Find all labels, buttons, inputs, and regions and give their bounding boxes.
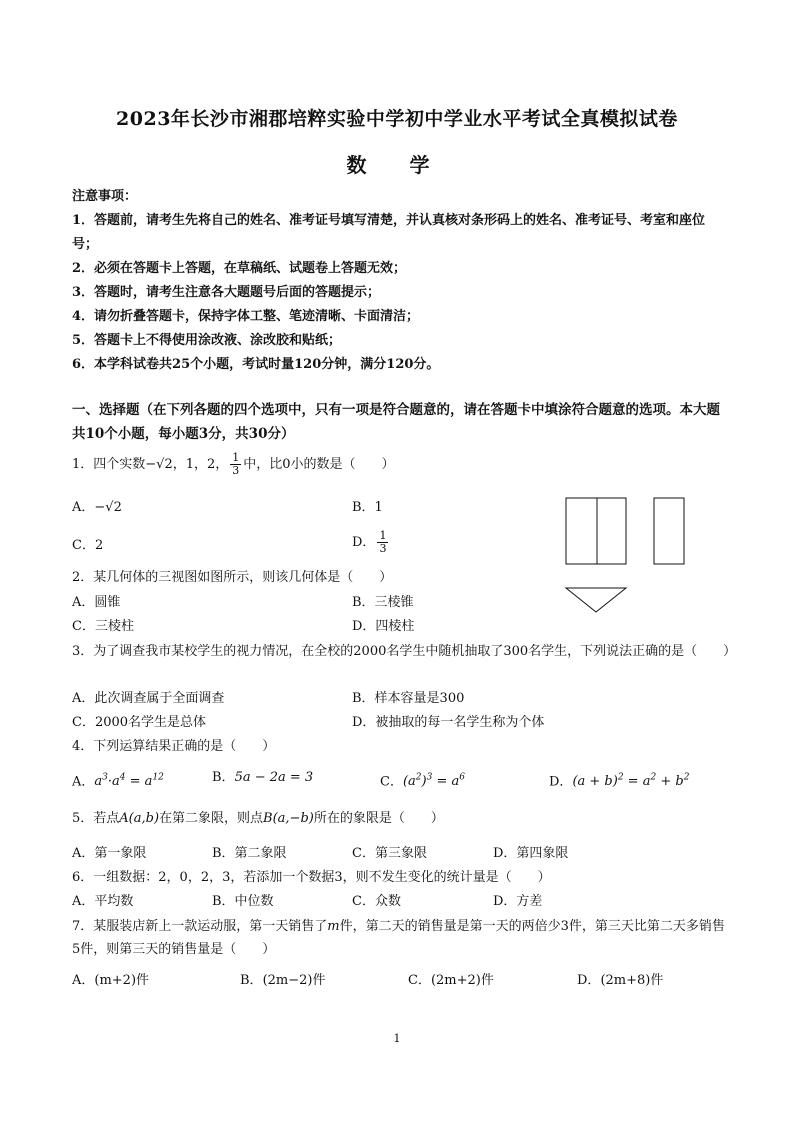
q1-stem-a: 1．四个实数 — [72, 457, 146, 472]
q1-opt-a-label: A． — [72, 500, 95, 515]
three-view-figure — [560, 495, 700, 620]
question-3: 3．为了调查我市某校学生的视力情况，在全校的2000名学生中随机抽取了300名学生，下列说法正确的是（ ） — [72, 644, 737, 659]
note-item: 1．答题前，请考生先将自己的姓名、准考证号填写清楚，并认真核对条形码上的姓名、准考证号、考室和座位号； — [72, 213, 706, 252]
notes-heading: 注意事项： — [72, 189, 138, 204]
note-item: 4．请勿折叠答题卡，保持字体工整、笔迹清晰、卡面清洁； — [72, 309, 420, 324]
q4-opt-a-expr: $a^3\cdot a^4 = a^{12}$ — [94, 773, 164, 790]
q5-option-d[interactable]: D．第四象限 — [493, 846, 569, 861]
q1-option-c[interactable]: C．2 — [72, 538, 104, 553]
q6-option-d[interactable]: D．方差 — [493, 894, 543, 909]
subject-title: 数 学 — [346, 153, 448, 177]
q7-opt-a-expr: (m+2)件 — [94, 973, 150, 988]
note-item: 3．答题时，请考生注意各大题题号后面的答题提示； — [72, 285, 381, 300]
q1-option-a[interactable] — [72, 497, 122, 519]
question-2: 2．某几何体的三视图如图所示，则该几何体是（ ） — [72, 570, 393, 585]
q1-option-b[interactable]: B．1 — [352, 500, 383, 515]
notes-block — [72, 185, 722, 377]
q7-opt-c-expr: (2m+2)件 — [430, 973, 494, 988]
q7-opt-b-label: B． — [240, 973, 263, 988]
q5-stem-c: 所在的象限是（ ） — [313, 811, 444, 826]
q5-point-a: A(a,b) — [119, 811, 160, 826]
q1-opt-d-num: 1 — [379, 529, 387, 542]
q4-option-c[interactable] — [380, 767, 465, 793]
q7-option-a[interactable] — [72, 970, 149, 992]
note-item: 6．本学科试卷共25个小题，考试时量120分钟，满分120分。 — [72, 357, 440, 372]
q4-opt-d-expr: $(a + b)^2 = a^2 + b^2$ — [572, 773, 690, 790]
q3-option-b[interactable]: B．样本容量是300 — [352, 691, 465, 706]
q5-option-b[interactable]: B．第二象限 — [212, 846, 287, 861]
q5-option-c[interactable]: C．第三象限 — [352, 846, 427, 861]
q1-opt-d-label: D． — [352, 535, 376, 550]
q1-frac-den: 3 — [232, 464, 240, 477]
q7-option-c[interactable] — [408, 970, 494, 992]
q7-var: m — [327, 919, 340, 934]
q4-opt-a-label: A． — [72, 774, 95, 790]
page-title: 2023年长沙市湘郡培粹实验中学初中学业水平考试全真模拟试卷 — [116, 108, 678, 130]
q3-option-d[interactable]: D．被抽取的每一名学生称为个体 — [352, 715, 545, 730]
q3-option-a[interactable]: A．此次调查属于全面调查 — [72, 691, 225, 706]
q4-opt-d-label: D． — [549, 774, 573, 790]
section-heading: 一、选择题（在下列各题的四个选项中，只有一项是符合题意的，请在答题卡中填涂符合题意的选项。本大题共10个小题，每小题3分，共30分） — [72, 402, 720, 442]
q5-stem-b: 在第二象限，则点 — [159, 811, 264, 826]
q2-option-d[interactable]: D．四棱柱 — [352, 619, 415, 634]
side-view-rect — [654, 498, 684, 564]
q7-opt-c-label: C． — [408, 973, 431, 988]
q7-opt-d-expr: (2m+8)件 — [600, 973, 664, 988]
q1-stem-c: 中，比0小的数是（ ） — [243, 457, 395, 472]
question-7 — [72, 915, 732, 961]
page-number: 1 — [393, 1032, 401, 1045]
q1-fraction — [230, 452, 241, 477]
q4-opt-c-label: C． — [380, 774, 403, 790]
q4-opt-b-expr: 5a − 2a = 3 — [234, 770, 314, 785]
q7-opt-b-expr: (2m−2)件 — [262, 973, 326, 988]
question-5 — [72, 808, 732, 830]
q2-option-a[interactable]: A．圆锥 — [72, 595, 121, 610]
q4-opt-b-label: B． — [212, 770, 235, 785]
q3-option-c[interactable]: C．2000名学生是总体 — [72, 715, 207, 730]
q7-opt-d-label: D． — [577, 973, 601, 988]
q5-stem-a: 5．若点 — [72, 811, 120, 826]
q5-option-a[interactable]: A．第一象限 — [72, 846, 147, 861]
q4-option-a[interactable] — [72, 767, 164, 793]
q6-option-c[interactable]: C．众数 — [352, 894, 401, 909]
question-1 — [72, 452, 732, 477]
question-6: 6．一组数据：2，0，2，3，若添加一个数据3，则不发生变化的统计量是（ ） — [72, 870, 551, 885]
q6-option-b[interactable]: B．中位数 — [212, 894, 274, 909]
note-item: 2．必须在答题卡上答题，在草稿纸、试题卷上答题无效； — [72, 261, 407, 276]
q2-option-b[interactable]: B．三棱锥 — [352, 595, 414, 610]
q7-option-b[interactable] — [240, 970, 325, 992]
q4-option-b[interactable] — [212, 767, 313, 789]
q7-stem-b: 件，第二天的销售量是第一天的两倍少3件，第三天比第二天多销售5件，则第三天的销售量是（ ） — [72, 919, 725, 957]
q7-opt-a-label: A． — [72, 973, 95, 988]
q1-opt-a-expr: −√2 — [94, 500, 122, 515]
q1-frac-num: 1 — [232, 451, 240, 464]
q1-opt-d-fraction — [377, 530, 388, 555]
q4-option-d[interactable] — [549, 767, 689, 793]
q2-option-c[interactable]: C．三棱柱 — [72, 619, 134, 634]
front-view-rect — [566, 498, 626, 564]
top-view-triangle — [566, 588, 626, 612]
q6-option-a[interactable]: A．平均数 — [72, 894, 134, 909]
q1-option-d[interactable] — [352, 530, 390, 555]
q7-stem-a: 7．某服装店新上一款运动服，第一天销售了 — [72, 919, 328, 934]
question-4: 4．下列运算结果正确的是（ ） — [72, 739, 276, 754]
q1-opt-d-den: 3 — [379, 542, 387, 555]
note-item: 5．答题卡上不得使用涂改液、涂改胶和贴纸； — [72, 333, 342, 348]
q5-point-b: B(a,−b) — [263, 811, 314, 826]
q4-opt-c-expr: $(a^2)^3 = a^6$ — [402, 773, 465, 790]
q7-option-d[interactable] — [577, 970, 663, 992]
q1-neg-sqrt: −√2 — [145, 457, 173, 472]
q1-stem-b: ，1，2， — [172, 457, 229, 472]
